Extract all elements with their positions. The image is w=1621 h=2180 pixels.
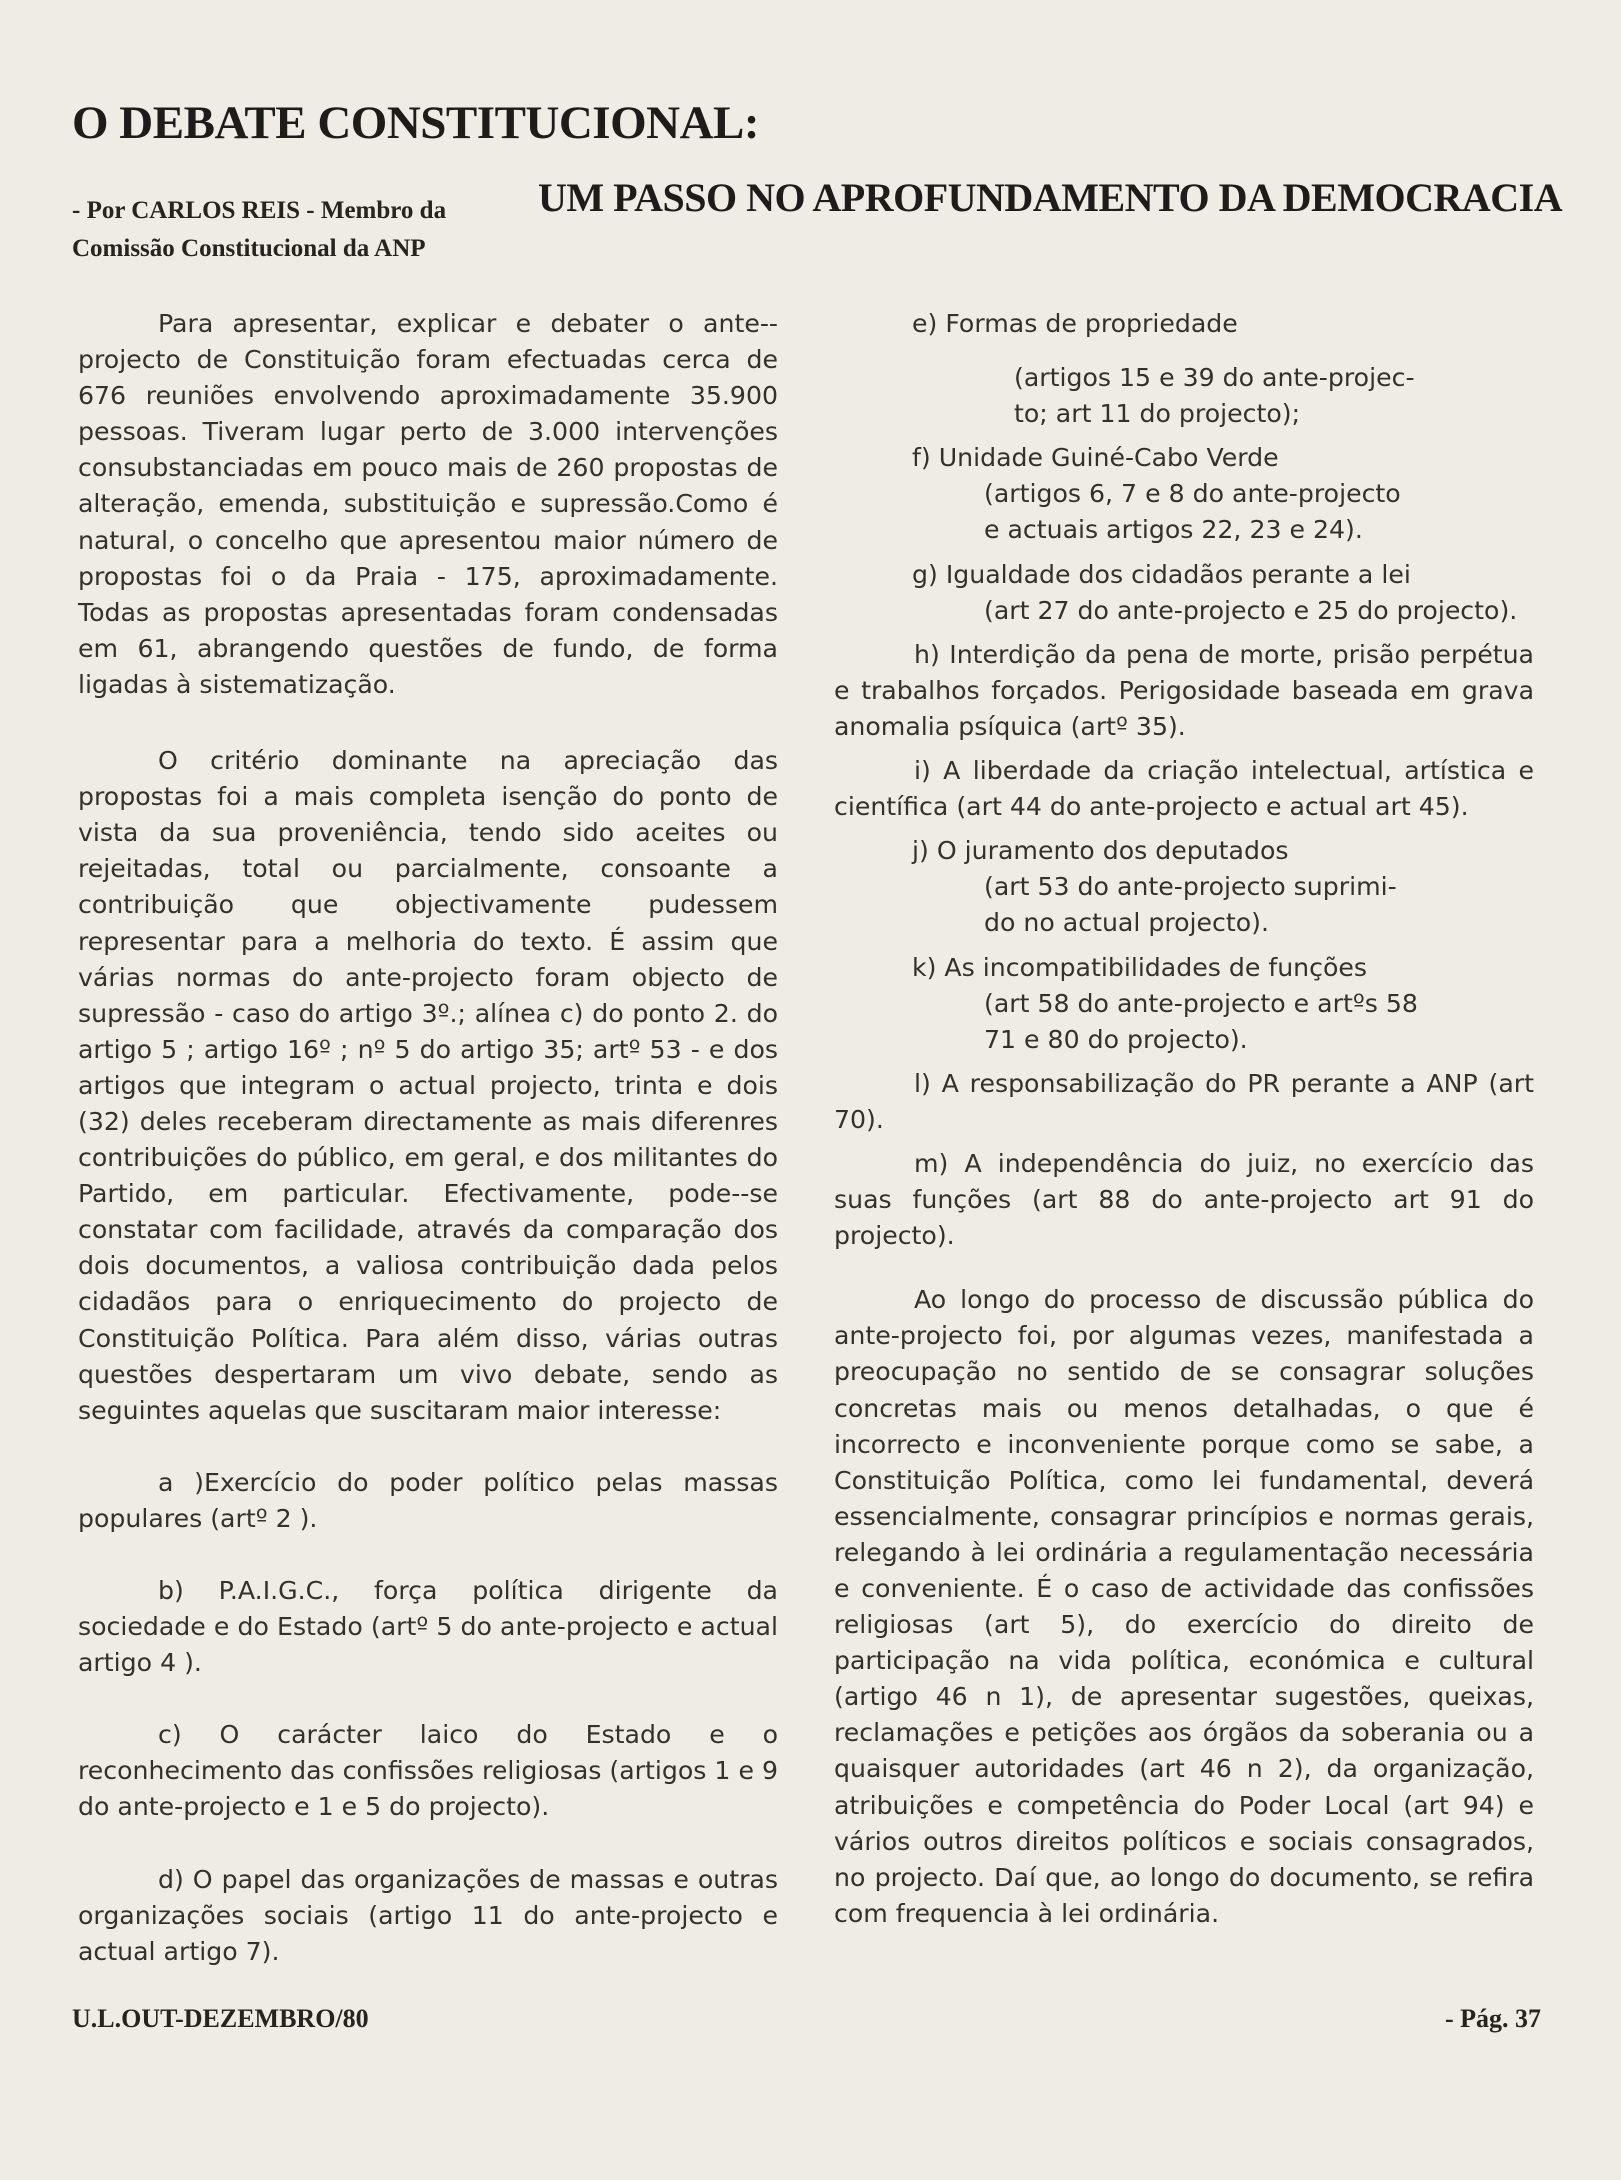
list-item-a: a )Exercício do poder político pelas massas populares (artº 2 ).	[78, 1467, 778, 1533]
list-item-c: c) O carácter laico do Estado e o reconhecimento das confissões religiosas (artigos 1 e 9 do ante-projecto e 1 e 5 do projecto).	[78, 1720, 778, 1822]
list-item-g-heading: g) Igualdade dos cidadãos perante a lei	[912, 559, 1411, 589]
byline-line-1: - Por CARLOS REIS - Membro da	[72, 197, 447, 224]
paragraph-conclusion: Ao longo do processo de discussão pública do ante-projecto foi, por algumas vezes, manifestada a preocupação no sentido de se consagrar soluções concretas mais ou menos detalhadas, o que é incorrecto e inconveniente porque como se sabe, a Constituição Política, como lei fundamental, deverá essencialmente, consagrar princípios e normas gerais, relegando à lei ordinária a regulamentação necessária e conveniente. É o caso de actividade das confissões religiosas (art 5), do exercício do direito de participação na vida política, económica e cultural (artigo 46 n 1), de apresentar sugestões, queixas, reclamações e petições aos órgãos da soberania ou a quaisquer autoridades (art 46 n 2), da organização, atribuições e competência do Poder Local (art 94) e vários outros direitos políticos e sociais consagrados, no projecto. Daí que, ao longo do documento, se refira com frequencia à lei ordinária.	[834, 1285, 1534, 1928]
list-item-k-heading: k) As incompatibilidades de funções	[912, 952, 1368, 982]
left-column	[78, 306, 778, 1970]
list-item-h: h) Interdição da pena de morte, prisão perpétua e trabalhos forçados. Perigosidade baseada em grava anomalia psíquica (artº 35).	[834, 639, 1534, 741]
article-subtitle: UM PASSO NO APROFUNDAMENTO DA DEMOCRACIA	[538, 175, 1563, 220]
list-item-d: d) O papel das organizações de massas e outras organizações sociais (artigo 11 do ante-projecto e actual artigo 7).	[78, 1864, 778, 1966]
list-item-j-detail-1: (art 53 do ante-projecto suprimi-	[984, 872, 1397, 902]
list-item-e-detail-1: (artigos 15 e 39 do ante-projec-	[1014, 363, 1415, 393]
list-item-j-heading: j) O juramento dos deputados	[912, 836, 1289, 866]
list-item-g-detail: (art 27 do ante-projecto e 25 do projecto).	[984, 595, 1518, 625]
list-item-f-detail-1: (artigos 6, 7 e 8 do ante-projecto	[984, 479, 1401, 509]
list-item-i: i) A liberdade da criação intelectual, artística e científica (art 44 do ante-projecto e actual art 45).	[834, 756, 1534, 822]
paragraph-criteria: O critério dominante na apreciação das propostas foi a mais completa isenção do ponto de vista da sua proveniência, tendo sido aceites ou rejeitadas, total ou parcialmente, consoante a contribuição que objectivamente pudessem representar para a melhoria do texto. É assim que várias normas do ante-projecto foram objecto de supressão - caso do artigo 3º.; alínea c) do ponto 2. do artigo 5 ; artigo 16º ; nº 5 do artigo 35; artº 53 - e dos artigos que integram o actual projecto, trinta e dois (32) deles receberam directamente as mais diferenres contribuições do público, em geral, e dos militantes do Partido, em particular. Efectivamente, pode--se constatar com facilidade, através da comparação dos dois documentos, a valiosa contribuição dada pelos cidadãos para o enriquecimento do projecto de Constituição Política. Para além disso, várias outras questões despertaram um vivo debate, sendo as seguintes aquelas que suscitaram maior interesse:	[78, 746, 778, 1425]
author-byline	[72, 192, 492, 268]
list-item-f-detail-2: e actuais artigos 22, 23 e 24).	[984, 515, 1363, 545]
byline-line-2: Comissão Constitucional da ANP	[72, 235, 426, 262]
page-title: O DEBATE CONSTITUCIONAL:	[72, 97, 760, 149]
list-item-k-detail-1: (art 58 do ante-projecto e artºs 58	[984, 988, 1418, 1018]
list-item-l: l) A responsabilização do PR perante a ANP (art 70).	[834, 1068, 1534, 1134]
list-item-m: m) A independência do juiz, no exercício das suas funções (art 88 do ante-projecto art 91 do projecto).	[834, 1148, 1534, 1251]
list-item-f-heading: f) Unidade Guiné-Cabo Verde	[912, 443, 1279, 473]
list-item-e-detail-2: to; art 11 do projecto);	[1014, 399, 1301, 429]
list-item-k-detail-2: 71 e 80 do projecto).	[984, 1024, 1248, 1054]
paragraph-intro: Para apresentar, explicar e debater o ante--projecto de Constituição foram efectuadas cerca de 676 reuniões envolvendo aproximadamente 35.900 pessoas. Tiveram lugar perto de 3.000 intervenções consubstanciadas em pouco mais de 260 propostas de alteração, emenda, substituição e supressão.Como é natural, o concelho que apresentou maior número de propostas foi o da Praia - 175, aproximadamente. Todas as propostas apresentadas foram condensadas em 61, abrangendo questões de fundo, de forma ligadas à sistematização.	[78, 309, 778, 699]
list-item-e-heading: e) Formas de propriedade	[912, 309, 1238, 338]
right-column	[834, 306, 1534, 1932]
issue-footer: U.L.OUT-DEZEMBRO/80	[72, 2004, 369, 2033]
page-number: - Pág. 37	[1444, 2004, 1541, 2033]
list-item-b: b) P.A.I.G.C., força política dirigente da sociedade e do Estado (artº 5 do ante-projecto e actual artigo 4 ).	[78, 1576, 778, 1678]
list-item-j-detail-2: do no actual projecto).	[984, 908, 1270, 938]
